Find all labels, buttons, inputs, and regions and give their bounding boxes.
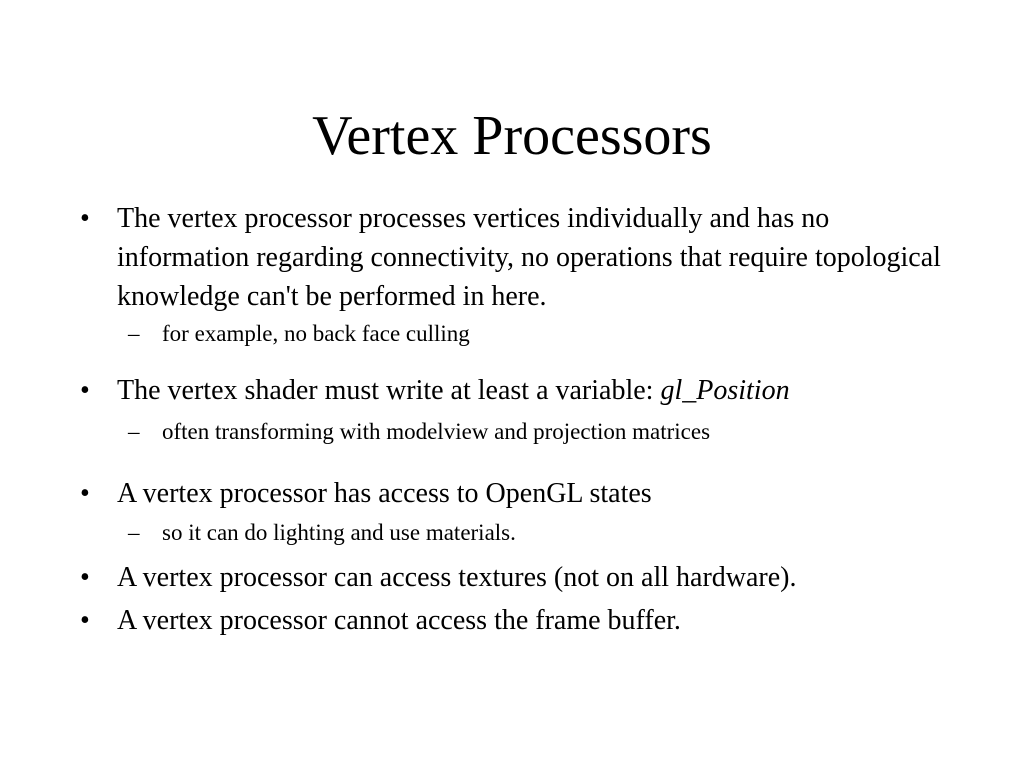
bullet-item-connectivity [80,199,960,316]
sub-bullet-text: often transforming with modelview and projection matrices [162,419,711,444]
slide-title: Vertex Processors [312,105,712,167]
bullet-text: A vertex processor cannot access the frame buffer. [117,605,681,636]
bullet-text-container [117,371,960,410]
sub-bullet-text: for example, no back face culling [162,321,470,346]
sub-bullet-item-matrices [128,416,948,448]
sub-bullet-marker: – [128,321,140,346]
bullet-marker: • [80,605,90,636]
bullet-text: The vertex shader must write at least a variable: [117,375,661,406]
bullet-item-gl-position [80,371,960,410]
bullet-marker: • [80,203,90,234]
bullet-item-textures [80,558,960,597]
bullet-item-opengl-states [80,474,960,513]
bullet-marker: • [80,375,90,406]
bullet-text: A vertex processor can access textures (not on all hardware). [117,562,797,593]
sub-bullet-marker: – [128,520,140,545]
bullet-marker: • [80,562,90,593]
bullet-text: A vertex processor has access to OpenGL states [117,478,652,509]
sub-bullet-text: so it can do lighting and use materials. [162,520,516,545]
bullet-text: The vertex processor processes vertices individually and has no information regarding connectivity, no operations that require topological knowledge can't be performed in here. [117,203,941,312]
sub-bullet-item-culling [128,318,948,350]
bullet-marker: • [80,478,90,509]
sub-bullet-item-lighting [128,517,948,549]
bullet-item-frame-buffer [80,601,960,640]
code-term: gl_Position [660,375,790,406]
sub-bullet-marker: – [128,419,140,444]
